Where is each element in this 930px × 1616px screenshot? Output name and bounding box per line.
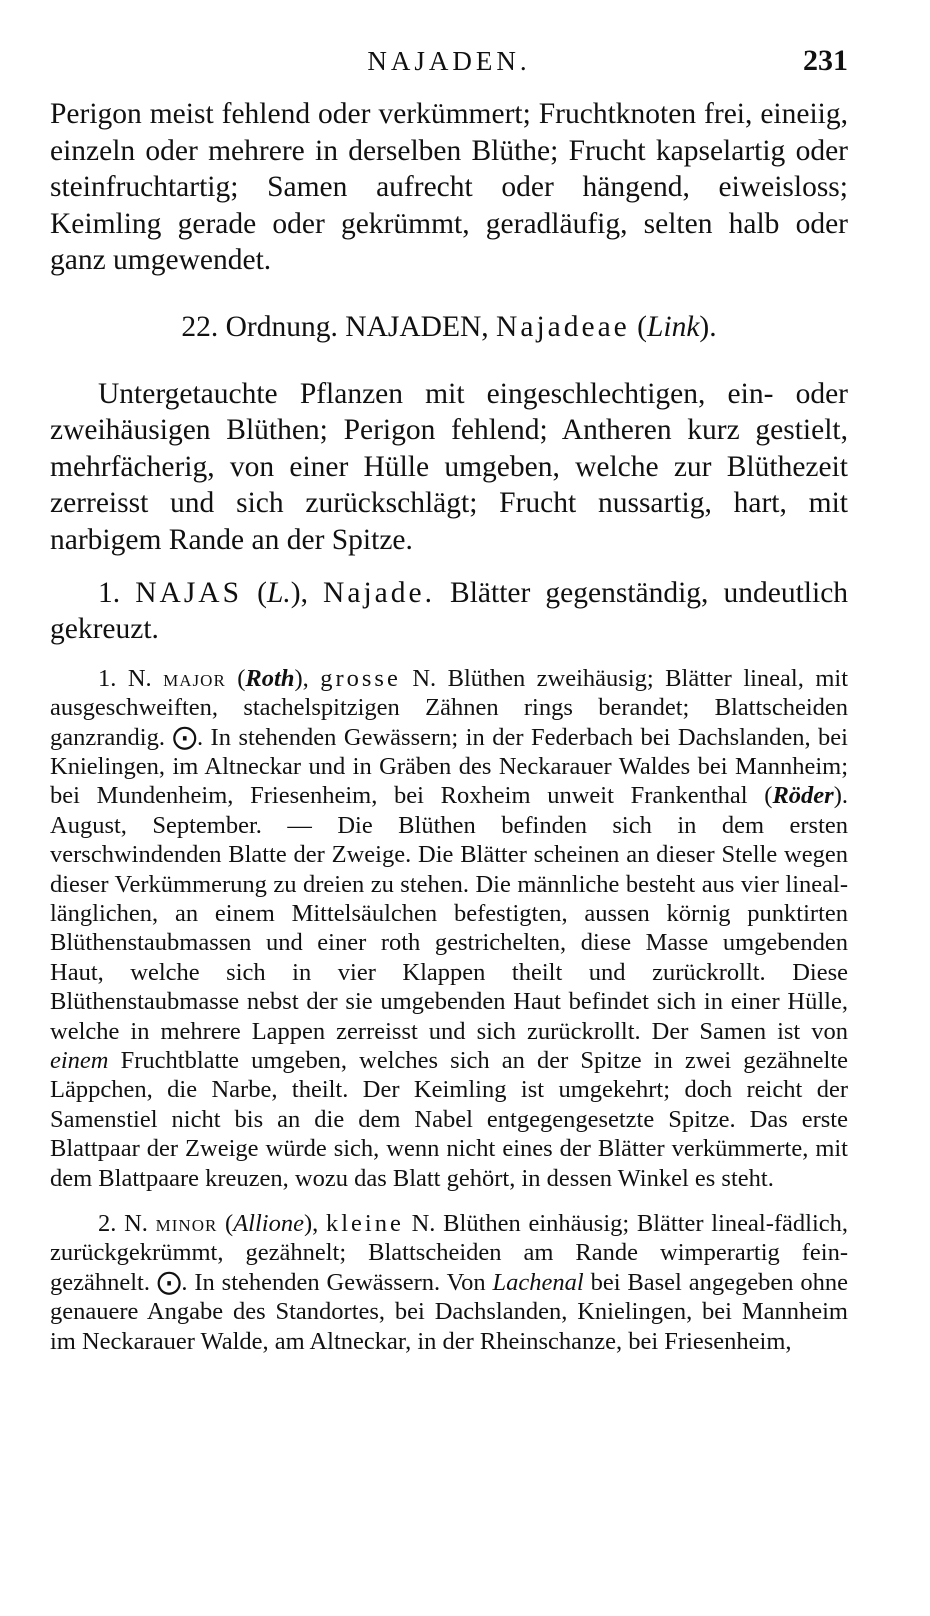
species-2-number: 2. N. — [98, 1210, 148, 1238]
intro-text: Perigon meist fehlend oder verkümmert; Fruchtknoten frei, eineiig, einzeln oder mehrere in derselben Blüthe; Frucht kapselartig oder steinfruchtartig; Samen aufrecht oder hängend, eiweisloss; Keimling gerade oder gekrümmt, geradläufig, selten halb oder ganz umgewendet. — [50, 98, 848, 277]
genus-entry: 1. NAJAS (L.), Najade. Blätter gegenständig, undeutlich gekreuzt. — [50, 576, 849, 646]
order-name: NAJADEN, — [345, 310, 489, 343]
genus-description: Blätter gegenständig, undeutlich gekreuzt. — [50, 576, 849, 646]
species-2-name: minor — [155, 1210, 218, 1238]
species-1-text-c: Fruchtblatte umgeben, welches sich an der Spitze in zwei gezähnelte Läppchen, die Narbe, theilt. Der Keimling ist umgekehrt; doch reicht der Samenstiel nicht bis an die dem Nabel entgegengesetzte Spitze. Das erste Blattpaar der Zweige würde sich, wenn nicht eines der Blätter verkümmerte, mit dem Blattpaare kreuzen, wozu das Blatt gehört, in dessen Winkel es steht. — [50, 1047, 849, 1192]
page-number: 231 — [803, 44, 848, 77]
species-2-text-b: bei Basel angegeben ohne genauere Angabe des Standortes, bei Dachslanden, Knielingen, bei Mannheim im Neckarauer Walde, am Altneckar, in der Rheinschanze, bei Friesenheim, — [50, 1268, 849, 1355]
species-2-source: Lachenal — [492, 1268, 584, 1296]
order-description-text: Untergetauchte Pflanzen mit eingeschlechtigen, ein- oder zweihäusigen Blüthen; Perigon fehlend; Antheren kurz gestielt, mehrfächerig, von einer Hülle umgeben, welche zur Blüthezeit zerreisst und sich zurückschlägt; Frucht nussartig, hart, mit narbigem Rande an der Spitze. — [50, 377, 848, 556]
species-2-german-abbr: N. — [411, 1210, 436, 1238]
order-description — [50, 376, 848, 559]
species-1-name: major — [163, 664, 226, 692]
order-number: 22. Ordnung. — [181, 310, 338, 343]
genus-author: L. — [266, 576, 291, 609]
intro-paragraph — [50, 96, 848, 279]
body-text — [50, 96, 848, 1356]
species-entry-2: 2. N. minor (Allione), kleine N. Blüthen einhäusig; Blätter lineal-fädlich, zurückgekrümmt, gezähnelt; Blattscheiden am Rande wimperartig fein-gezähnelt. ⨀. In stehenden Gewässern. Von Lachenal bei Basel angegeben ohne genauere Angabe des Standortes, bei Dachslanden, Knielingen, bei Mannheim im Neckarauer Walde, am Altneckar, in der Rheinschanze, bei Friesenheim, — [50, 1210, 849, 1355]
species-entry-1: 1. N. major (Roth), grosse N. Blüthen zweihäusig; Blätter lineal, mit ausgeschweiften, stachelspitzigen Zähnen rings berandet; Blattscheiden ganzrandig. ⨀. In stehenden Gewässern; in der Federbach bei Dachslanden, bei Knielingen, im Altneckar und in Gräben des Neckarauer Waldes bei Mannheim; bei Mundenheim, Friesenheim, bei Roxheim unweit Frankenthal (Röder). August, September. — Die Blüthen befinden sich in dem ersten verschwindenden Blatte der Zweige. Die Blätter scheinen an dieser Stelle wegen dieser Verkümmerung zu dreien zu stehen. Die männliche besteht aus vier lineal-länglichen, an einem Mittelsäulchen befestigten, aussen körnig punktirten Blüthenstaubmassen und einer roth gestrichelten, diese Masse umgebenden Haut, welche sich in vier Klappen theilt und zurückrollt. Diese Blüthenstaubmasse nebst der sie umgebenden Haut befindet sich in einer Hülle, welche in mehrere Lappen zerreisst und sich zurückrollt. Der Samen ist von einem Fruchtblatte umgeben, welches sich an der Spitze in zwei gezähnelte Läppchen, die Narbe, theilt. Der Keimling ist umgekehrt; doch reicht der Samenstiel nicht bis an die dem Nabel entgegengesetzte Spitze. Das erste Blattpaar der Zweige würde sich, wenn nicht eines der Blätter verkümmerte, mit dem Blattpaare kreuzen, wozu das Blatt gehört, in dessen Winkel es steht. — [50, 664, 849, 1192]
species-1-number: 1. N. — [98, 664, 152, 692]
species-1-emphasis: einem — [50, 1047, 109, 1074]
species-1-german-abbr: N. — [412, 664, 437, 692]
genus-name: NAJAS — [135, 576, 243, 609]
order-latin: Najadeae — [496, 310, 630, 343]
running-title: NAJADEN. — [367, 46, 531, 76]
genus-number: 1. — [98, 576, 121, 609]
species-2-text-a: Blüthen einhäusig; Blätter lineal-fädlich, zurückgekrümmt, gezähnelt; Blattscheiden am Rande wimperartig fein-gezähnelt. ⨀. In stehenden Gewässern. Von — [50, 1210, 849, 1296]
genus-german: Najade. — [323, 576, 435, 609]
species-1-text-b: ). August, September. — Die Blüthen befinden sich in dem ersten verschwindenden Blatte der Zweige. Die Blätter scheinen an dieser Stelle wegen dieser Verkümmerung zu dreien zu stehen. Die männliche besteht aus vier lineal-länglichen, an einem Mittelsäulchen befestigten, aussen körnig punktirten Blüthenstaubmassen und einer roth gestrichelten, diese Masse umgebenden Haut, welche sich in vier Klappen theilt und zurückrollt. Diese Blüthenstaubmasse nebst der sie umgebenden Haut befindet sich in einer Hülle, welche in mehrere Lappen zerreisst und sich zurückrollt. Der Samen ist von — [50, 782, 848, 1045]
species-1-text-a: Blüthen zweihäusig; Blätter lineal, mit ausgeschweiften, stachelspitzigen Zähnen rings berandet; Blattscheiden ganzrandig. ⨀. In stehenden Gewässern; in der Federbach bei Dachslanden, bei Knielingen, im Altneckar und in Gräben des Neckarauer Waldes bei Mannheim; bei Mundenheim, Friesenheim, bei Roxheim unweit Frankenthal ( — [50, 664, 849, 810]
page-header — [50, 40, 848, 88]
species-1-german: grosse — [320, 664, 401, 692]
species-2-german: kleine — [326, 1210, 404, 1238]
order-heading: 22. Ordnung. NAJADEN, Najadeae (Link). — [181, 310, 717, 343]
species-2-author: Allione — [233, 1210, 304, 1238]
species-1-author: Roth — [245, 664, 295, 692]
order-author: Link — [646, 310, 700, 343]
species-1-source: Röder — [772, 782, 834, 810]
